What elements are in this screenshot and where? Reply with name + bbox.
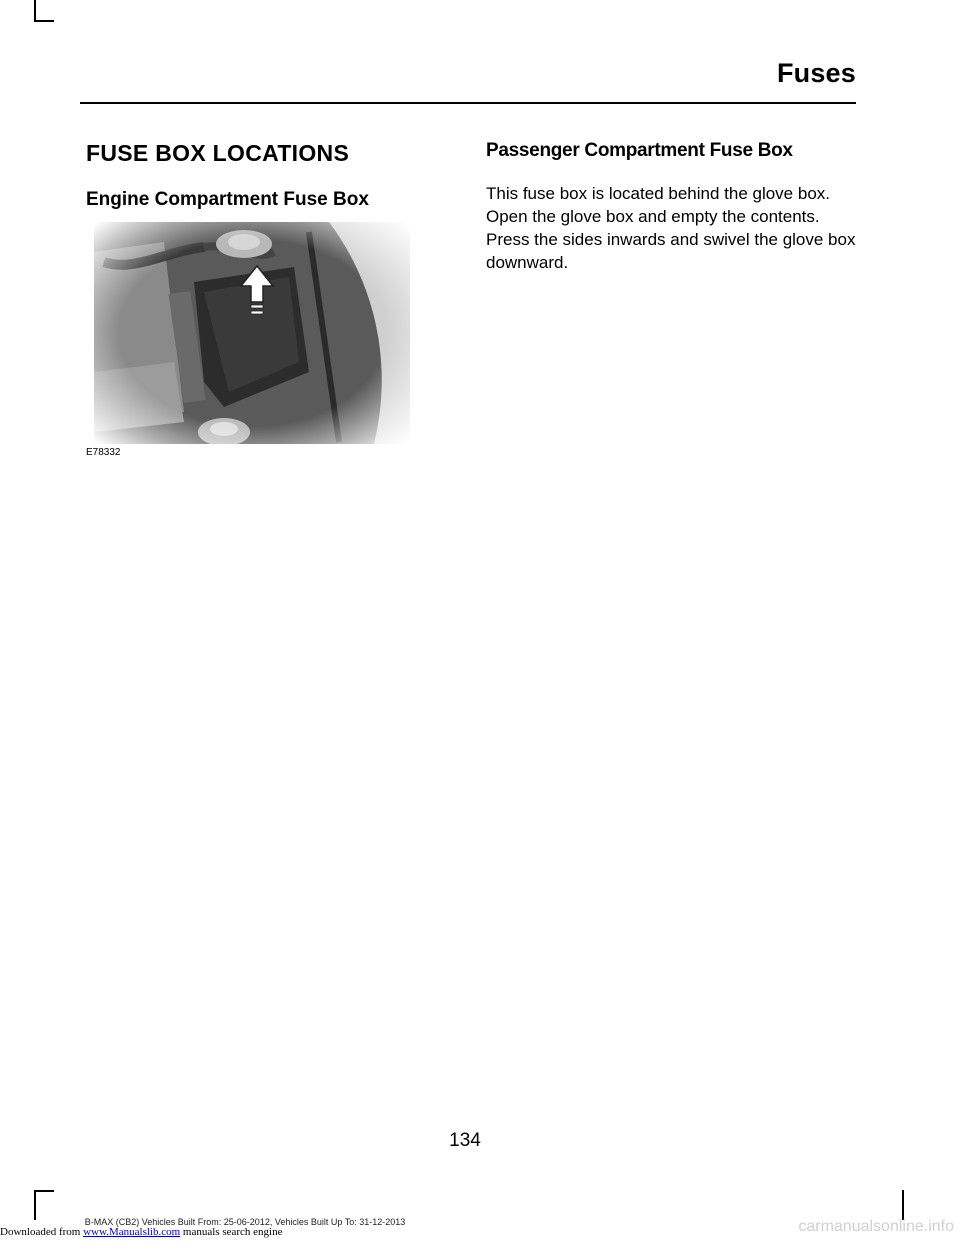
engine-fuse-box-heading: Engine Compartment Fuse Box: [86, 189, 369, 210]
passenger-fuse-box-text: This fuse box is located behind the glove box. Open the glove box and empty the contents. Press the sides inwards and swivel the glove box downward.: [486, 184, 856, 272]
left-column: [86, 140, 426, 211]
vehicle-info: B-MAX (CB2) Vehicles Built From: 25-06-2012, Vehicles Built Up To: 31-12-2013: [84, 1217, 406, 1227]
crop-mark: [34, 20, 54, 22]
watermark: carmanualsonline.info: [798, 1218, 954, 1235]
header-rule: [80, 102, 856, 104]
section-title: FUSE BOX LOCATIONS: [86, 140, 350, 166]
crop-mark: [902, 1190, 904, 1220]
download-suffix: manuals search engine: [180, 1226, 283, 1238]
passenger-fuse-box-heading: Passenger Compartment Fuse Box: [486, 140, 793, 161]
manualslib-link[interactable]: www.Manualslib.com: [83, 1226, 181, 1238]
crop-mark: [34, 1190, 36, 1220]
engine-compartment-illustration: [94, 222, 410, 444]
crop-mark: [34, 1190, 54, 1192]
download-notice: [0, 1226, 400, 1238]
page-number: 134: [449, 1130, 481, 1151]
crop-mark: [34, 0, 36, 22]
download-prefix: Downloaded from: [0, 1226, 84, 1238]
page-header-title: Fuses: [776, 58, 856, 88]
right-column: [486, 140, 856, 274]
figure-code: E78332: [86, 447, 121, 458]
